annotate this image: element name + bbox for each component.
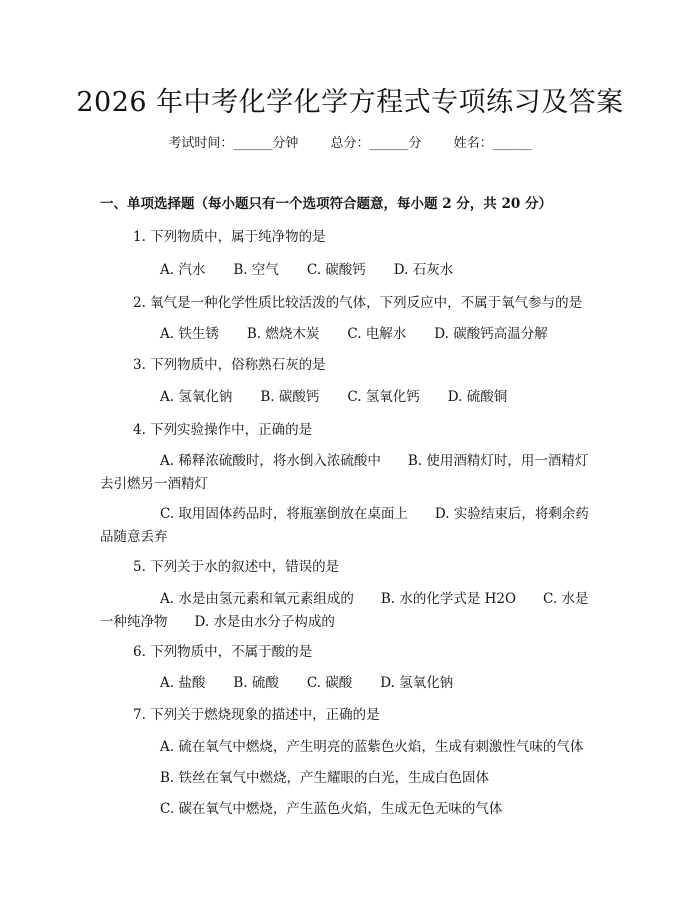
exam-name: 姓名：______ [453,136,532,151]
question-4-line-3: C. 取用固体药品时，将瓶塞倒放在桌面上 D. 实验结束后，将剩余药 [160,506,589,522]
exam-score: 总分：______分 [330,136,422,151]
option-d: D. 石灰水 [393,262,454,278]
option-a: A. 氢氧化钠 [160,389,233,405]
option-a: A. 盐酸 [160,675,206,691]
option-b: B. 燃烧木炭 [246,326,320,342]
option-c: C. 碳酸 [306,675,353,691]
exam-meta [0,132,700,151]
question-4-stem: 4. 下列实验操作中，正确的是 [133,422,313,438]
option-c: C. 电解水 [347,326,407,342]
section-heading: 一、单项选择题（每小题只有一个选项符合题意，每小题 2 分，共 20 分） [100,196,552,212]
question-5-line-2: 一种纯净物 D. 水是由水分子构成的 [100,614,335,630]
option-d: D. 碳酸钙高温分解 [434,326,548,342]
question-4-line-1: A. 稀释浓硫酸时，将水倒入浓硫酸中 B. 使用酒精灯时，用一酒精灯 [160,453,589,469]
question-6-stem: 6. 下列物质中，不属于酸的是 [133,644,313,660]
question-7-stem: 7. 下列关于燃烧现象的描述中，正确的是 [133,707,380,723]
option-b: B. 硫酸 [233,675,279,691]
question-5-stem: 5. 下列关于水的叙述中，错误的是 [133,559,340,575]
option-a: A. 铁生锈 [160,326,219,342]
question-3-stem: 3. 下列物质中，俗称熟石灰的是 [133,357,326,373]
exam-time: 考试时间：______分钟 [168,136,299,151]
page-title: 2026 年中考化学化学方程式专项练习及答案 [76,87,624,118]
option-c: C. 氢氧化钙 [347,389,420,405]
question-1-options [160,258,481,278]
question-2-stem: 2. 氧气是一种化学性质比较活泼的气体，下列反应中，不属于氧气参与的是 [133,295,583,311]
option-c: C. 碳酸钙 [306,262,366,278]
question-7-option-c: C. 碳在氧气中燃烧，产生蓝色火焰，生成无色无味的气体 [160,801,503,817]
question-4-line-4: 品随意丢弃 [100,529,168,545]
question-2-options [160,322,576,342]
question-7-option-a: A. 硫在氧气中燃烧，产生明亮的蓝紫色火焰，生成有刺激性气味的气体 [160,739,584,755]
question-6-options [160,671,481,691]
question-4-line-2: 去引燃另一酒精灯 [100,476,208,492]
option-d: D. 硫酸铜 [447,389,508,405]
option-a: A. 汽水 [160,262,206,278]
option-d: D. 氢氧化钠 [380,675,454,691]
option-b: B. 碳酸钙 [260,389,320,405]
option-b: B. 空气 [233,262,279,278]
question-7-option-b: B. 铁丝在氧气中燃烧，产生耀眼的白光，生成白色固体 [160,770,490,786]
question-5-line-1: A. 水是由氢元素和氧元素组成的 B. 水的化学式是 H2O C. 水是 [160,591,589,607]
question-3-options [160,385,535,405]
question-1-stem: 1. 下列物质中，属于纯净物的是 [133,229,326,245]
